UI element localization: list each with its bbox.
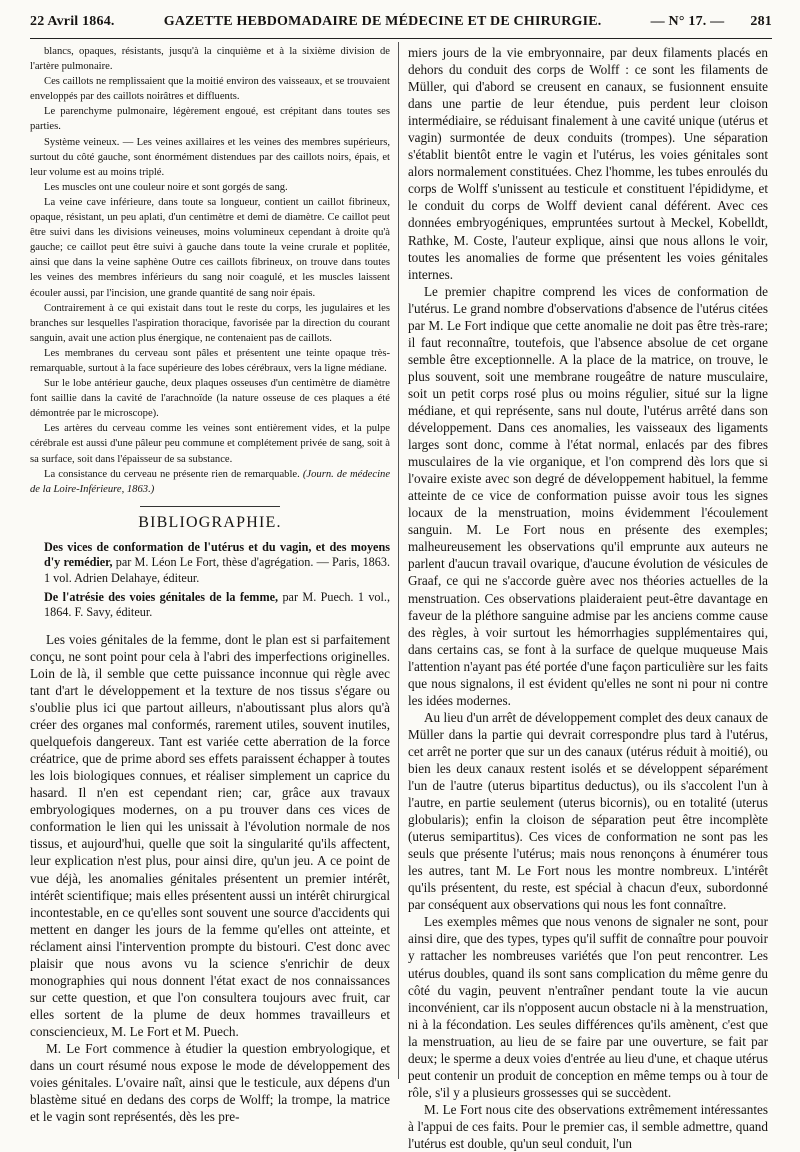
paragraph: Les muscles ont une couleur noire et sont gorgés de sang.	[44, 181, 288, 193]
page-number: 281	[750, 14, 772, 29]
paragraph: M. Le Fort nous cite des observations extrêmement intéressantes à l'appui de ces faits. Pour le premier cas, il semble admettre, quand l'utérus est double, qu'un seul conduit, l'un	[408, 1101, 768, 1151]
page-header	[30, 6, 772, 39]
left-column	[30, 44, 391, 1125]
right-column	[408, 44, 768, 1151]
paragraph: miers jours de la vie embryonnaire, par deux filaments placés en dehors du conduit des corps de Wolff : ce sont les filaments de Müller, qui d'abord se creusent en canaux, se fusionnent ensuite dans une partie de leur étendue, puis perdent leur cloison intermédiaire, se réduisant finalement à une cavité unique (utérus et vagin) surmontée de deux conduits (trompes). Une séparation s'établit bientôt entre le vagin et l'utérus, les voies génitales sont alors normalement constituées. Chez l'homme, les tubes enroulés du corps de Wolff s'unissent au testicule et constituent l'épididyme, et le conduit du corps de Wolff devient canal déférent. Avec ces données embryogéniques, empruntées surtout à Meckel, Kobelldt, Rathke, M. Coste, l'auteur explique, ainsi que nous allons le voir, toutes les anomalies de forme que présentent les voies génitales internes.	[408, 45, 768, 282]
book-entry	[30, 540, 390, 586]
paragraph: Contrairement à ce qui existait dans tout le reste du corps, les jugulaires et les branches sur lesquelles l'aspiration thoracique, favorisée par la direction du courant sanguin, avait une action plus énergique, ne contenaient pas de caillots.	[30, 302, 390, 344]
paragraph: Sur le lobe antérieur gauche, deux plaques osseuses d'un centimètre de diamètre font saillie dans la cavité de l'arachnoïde (la nature osseuse de ces plaques a été démontrée par le microscope).	[30, 378, 390, 420]
book-title: De l'atrésie des voies génitales de la femme,	[44, 590, 279, 605]
book-entry	[30, 590, 390, 621]
paragraph: La veine cave inférieure, dans toute sa longueur, contient un caillot fibrineux, opaque, résistant, un peu aplati, d'un centimètre et demi de diamètre. Ce caillot peut être suivi dans les divisions veineuses, moins volumineux cependant à droite qu'à gauche; ce caillot peut être suivi à gauche dans toute la veine crurale et poplitée, ainsi que dans la veine saphène Outre ces caillots fibrineux, on trouve dans toutes les veines des membres inférieurs du sang noir coagulé, et les muscles laissent écouler aussi, par l'incision, une grande quantité de sang noir épais.	[30, 196, 390, 299]
column-divider	[398, 42, 399, 1079]
book-title: Des vices de conformation de l'utérus et du vagin, et des moyens d'y remédier,	[44, 539, 390, 570]
paragraph: Les membranes du cerveau sont pâles et présentent une teinte opaque très-remarquable, surtout à la face supérieure des lobes cérébraux, vers la ligne médiane.	[30, 347, 390, 374]
paragraph: Ces caillots ne remplissaient que la moitié environ des vaisseaux, et se trouvaient enveloppés par des caillots noirâtres et diffluents.	[30, 76, 390, 103]
paragraph	[30, 467, 390, 497]
book-details: par M. Léon Le Fort, thèse d'agrégation. — Paris, 1863. 1 vol. Adrien Delahaye, éditeur.	[44, 555, 390, 585]
header-date: 22 Avril 1864.	[30, 14, 115, 29]
case-report	[30, 44, 390, 497]
paragraph-text: La consistance du cerveau ne présente rien de remarquable.	[44, 468, 300, 480]
paragraph: Le parenchyme pulmonaire, légèrement engoué, est crépitant dans toutes ses parties.	[30, 106, 390, 133]
paragraph: Les artères du cerveau comme les veines sont entièrement vides, et la pulpe cérébrale est aussi d'une pâleur peu commune et complétement privée de sang, soit à sa surface, soit dans l'épaisseur de sa substance.	[30, 423, 390, 465]
paragraph: Les voies génitales de la femme, dont le plan est si parfaitement conçu, ne sont point pour cela à l'abri des imperfections originelles. Loin de là, il semble que cette puissance inconnue qui règle avec tant d'art le développement et la texture de nos tissus s'égare ou s'oublie plus ici que partout ailleurs, n'aboutissant plus alors qu'à créer des organes mal conformés, rarement utiles, souvent inutiles, quelquefois dangereux. Tant est variée cette aberration de la force créatrice, que de prime abord ses effets paraissent échapper à toutes les lois biologiques connues, et réaliser simplement un caprice du hasard. Il n'en est cependant rien; car, grâce aux travaux embryologiques modernes, on a pu trouver dans ces vices de conformation le lien qui les unissait à l'évolution normale de nos tissus, et aujourd'hui, quelle que soit la singularité qu'ils affectent, leur explication n'est plus, pour ainsi dire, qu'un jeu. A ce point de vue déjà, les anomalies génitales présentent un premier intérêt, intérêt scientifique; mais elles présentent aussi un intérêt chirurgical incontestable, en ce qu'elles sont souvent une source d'accidents qui mettent en danger les jours de la femme qu'elles ont atteinte, et réclament ainsi l'intervention prompte du bistouri. C'est donc avec plaisir que nous avons vu la science s'enrichir de deux monographies qui nous donnent l'état exact de nos connaissances sur cette question, et que l'on consultera toujours avec fruit, car elles sortent de la plume de deux hommes travailleurs et consciencieux, M. Le Fort et M. Puech.	[30, 631, 390, 1039]
paragraph: M. Le Fort commence à étudier la question embryologique, et dans un court résumé nous expose le mode de développement des voies génitales. L'ovaire naît, ainsi que le testicule, aux dépens d'un blastème situé en dedans des corps de Wolff; la trompe, la matrice et le vagin sont représentés, dès les pre-	[30, 1040, 390, 1125]
header-title: GAZETTE HEBDOMADAIRE DE MÉDECINE ET DE CHIRURGIE.	[163, 14, 602, 29]
book-details: par M. Puech. 1 vol., 1864. F. Savy, éditeur.	[44, 590, 390, 620]
bibliography-heading: BIBLIOGRAPHIE.	[138, 513, 282, 531]
paragraph: Au lieu d'un arrêt de développement complet des deux canaux de Müller dans la partie qui devrait correspondre plus tard à l'utérus, cet arrêt ne porter que sur un des canaux (utérus réduit à moitié), ou bien les deux canaux restent isolés et se développent séparément l'un de l'autre (uterus bipartitus deductus), ou ils s'accolent l'un à l'autre, en partie seulement (uterus bicornis), ou en totalité (uterus globularis); enfin la cloison de séparation peut être incomplète (uterus semipartitus). Ces vices de conformation ne sont pas les seuls que présente l'utérus; mais nous renonçons à énumérer tous les autres, tant M. Le Fort nous les montre nombreux. L'intérêt qu'ils présentent, du reste, est spécial à chacun d'eux, subordonné par conséquent aux observations qui nous les font connaître.	[408, 709, 768, 913]
journal-reference: (Journ. de médecine de la Loire-Inférieure, 1863.)	[30, 468, 391, 495]
section-divider	[140, 506, 280, 507]
paragraph: Les exemples mêmes que nous venons de signaler ne sont, pour ainsi dire, que des types, types qu'il suffit de connaître pour pouvoir y rattacher les nombreuses variétés que l'on peut rencontrer. Les utérus doubles, quand ils sont sans complication du même genre du côté du vagin, peuvent n'entraîner pendant toute la vie aucun inconvénient, car ils n'opposent aucun obstacle ni à la menstruation, ni à la fécondation. Les seules différences qu'ils amènent, c'est que la menstruation, au lieu de se faire par une ouverture, se fait par deux; le sperme a deux voies d'entrée au lieu d'une, et chaque utérus peut contenir un produit de conception en même temps ou à tour de rôle, s'il y a plusieurs grossesses qui se succèdent.	[408, 914, 768, 1100]
paragraph: Le premier chapitre comprend les vices de conformation de l'utérus. Le grand nombre d'observations d'absence de l'utérus citées par M. Le Fort indique que cette anomalie ne doit pas être très-rare; il faut reconnaître, toutefois, que l'absence absolue de cet organe semble être exceptionnelle. A la place de la matrice, on trouve, le plus souvent, soit une membrane rougeâtre de nature musculaire, soit un petit corps rosé plus ou moins régulier, situé sur la ligne médiane, et qui représente, sans nul doute, l'utérus arrêté dans son développement. Dans ces anomalies, les vaisseaux des ligaments larges sont donc, comme à l'état normal, enlacés par des fibres musculaires de la vie organique, et l'on comprend dès lors que si l'ovaire existe avec son degré de développement habituel, la femme atteinte de ce vice de conformation puisse avoir tous les signes locaux de la menstruation, moins évidemment l'écoulement sanguin. M. Le Fort nous en présente des exemples; malheureusement les observations qu'il emprunte aux auteurs ne parlent d'aucun travail ovarique, d'aucune évolution de vésicules de Graaf, ce qui ne s'accorde guère avec nos théories actuelles de la menstruation. Ces observations plaideraient peut-être davantage en faveur de la pléthore sanguine admise par les anciens comme cause des règles, à voir surtout les hémorrhagies supplémentaires qui, dans certains cas, se font à la surface de quelque muqueuse Mais l'attention n'ayant pas été portée d'une façon particulière sur les faits que nous signalons, il est évident qu'elles ne sont ni pour ni contre les idées modernes.	[408, 283, 768, 708]
issue-number: — N° 17. —	[650, 14, 725, 29]
paragraph: blancs, opaques, résistants, jusqu'à la cinquième et à la sixième division de l'artère pulmonaire.	[30, 46, 390, 73]
review-text	[30, 631, 390, 1125]
paragraph: Système veineux. — Les veines axillaires et les veines des membres supérieurs, surtout du côté gauche, sont énormément distendues par des caillots noirs, épais, et leur volume est au moins triplé.	[30, 136, 390, 178]
